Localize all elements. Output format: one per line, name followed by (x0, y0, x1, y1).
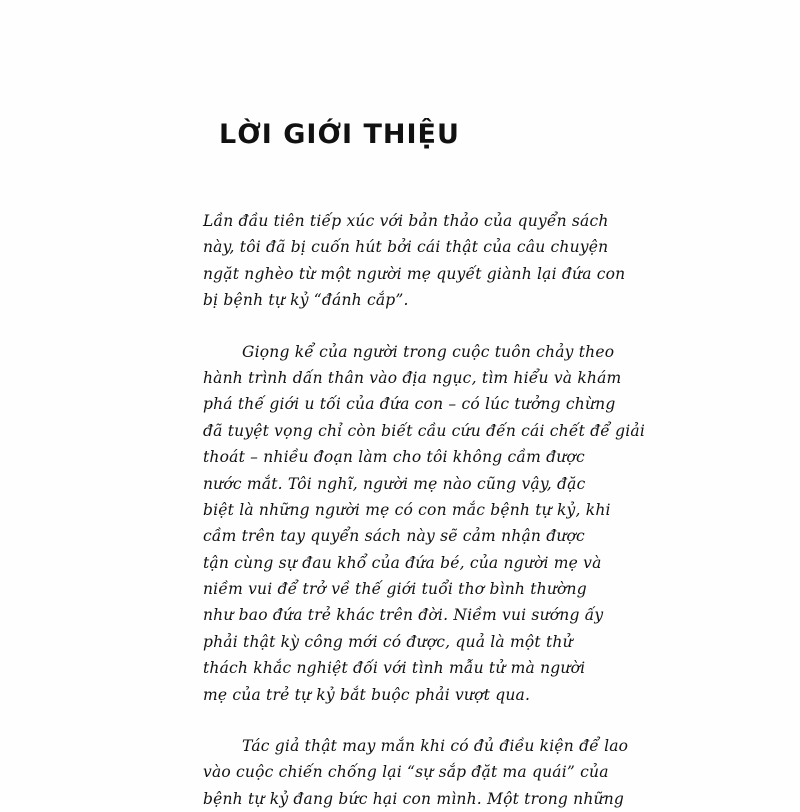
paragraph-2 (203, 339, 646, 708)
text-line: như bao đứa trẻ khác trên đời. Niềm vui sướng ấy (203, 606, 604, 625)
text-line: ngặt nghèo từ một người mẹ quyết giành lại đứa con (203, 264, 626, 283)
text-line: tận cùng sự đau khổ của đứa bé, của người mẹ và (203, 553, 602, 572)
body-text (203, 208, 646, 812)
paragraph-spacer (203, 314, 599, 339)
text-line: cầm trên tay quyển sách này sẽ cảm nhận được (203, 527, 585, 546)
text-line: Giọng kể của người trong cuộc tuôn chảy theo (242, 342, 615, 361)
paragraph-1 (203, 208, 626, 314)
paragraph-3 (203, 733, 629, 812)
chapter-heading: LỜI GIỚI THIỆU (219, 119, 460, 150)
text-line: nước mắt. Tôi nghĩ, người mẹ nào cũng vậy, đặc (203, 474, 586, 493)
text-line: đã tuyệt vọng chỉ còn biết cầu cứu đến cái chết để giải (203, 421, 646, 440)
text-line: Lần đầu tiên tiếp xúc với bản thảo của quyển sách (203, 212, 609, 230)
paragraph-spacer (203, 708, 599, 733)
text-line: phải thật kỳ công mới có được, quả là một thử (203, 632, 573, 651)
text-line: hành trình dấn thân vào địa ngục, tìm hiểu và khám (203, 368, 622, 387)
text-line: biệt là những người mẹ có con mắc bệnh tự kỷ, khi (203, 500, 611, 519)
text-line: này, tôi đã bị cuốn hút bởi cái thật của câu chuyện (203, 238, 609, 257)
text-line: phá thế giới u tối của đứa con – có lúc tưởng chừng (203, 395, 616, 414)
text-line: thoát – nhiều đoạn làm cho tôi không cầm được (203, 448, 585, 467)
text-line: Tác giả thật may mắn khi có đủ điều kiện để lao (242, 737, 629, 756)
text-line: bệnh tự kỷ đang bức hại con mình. Một trong những (203, 789, 625, 808)
text-line: bị bệnh tự kỷ “đánh cắp”. (203, 291, 409, 310)
text-line: vào cuộc chiến chống lại “sự sắp đặt ma quái” của (203, 763, 609, 782)
text-line: thách khắc nghiệt đối với tình mẫu tử mà người (203, 659, 586, 678)
text-line: niềm vui để trở về thế giới tuổi thơ bình thường (203, 580, 587, 599)
text-line: mẹ của trẻ tự kỷ bắt buộc phải vượt qua. (203, 685, 531, 704)
